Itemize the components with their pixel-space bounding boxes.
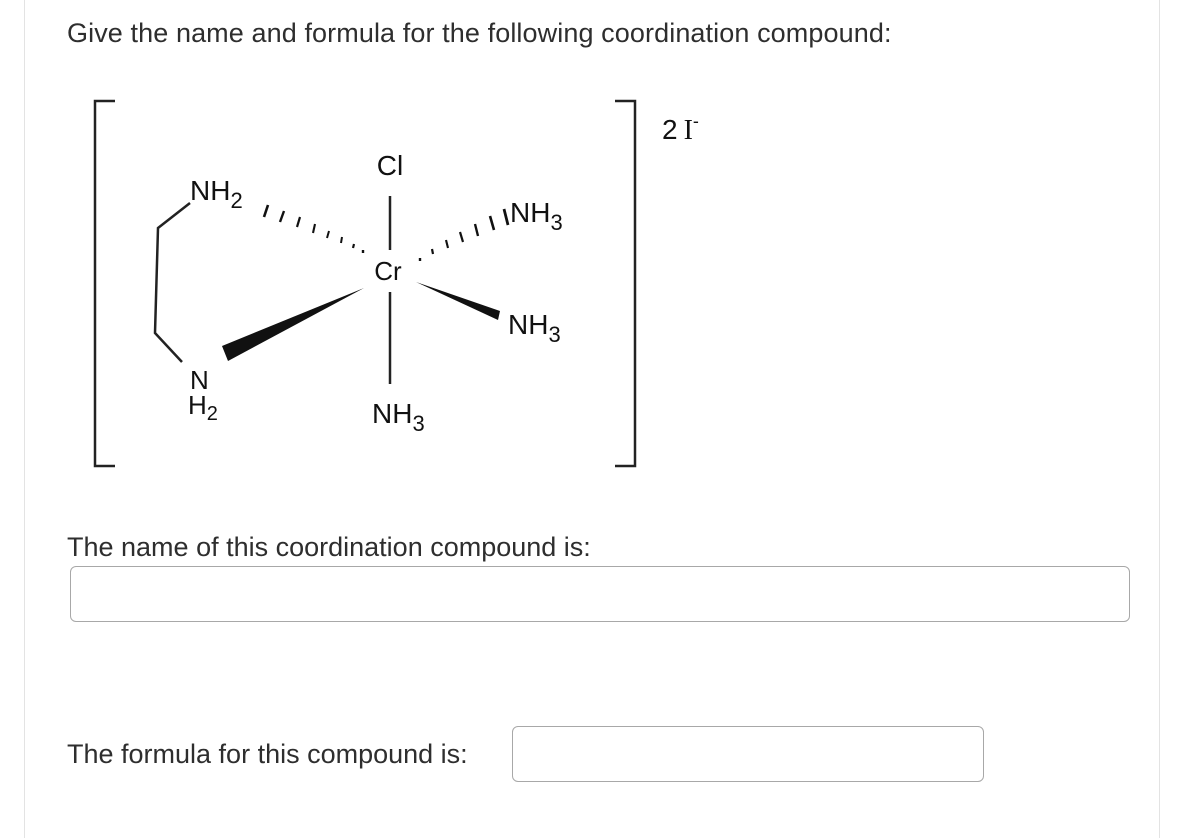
right-bracket [615,101,635,466]
formula-prompt: The formula for this compound is: [67,739,468,769]
wedge-bond-lower-right [416,282,500,320]
bottom-ligand-label: $NH_3$ [372,398,425,436]
left-bracket [95,101,115,466]
ethylenediamine-bridge [155,203,190,362]
compound-formula-input[interactable] [512,726,984,782]
lower-right-ligand-label: $NH_3$ [508,309,561,347]
upper-right-ligand-label: $NH_3$ [510,197,563,235]
wedge-bond-lower-left [222,288,364,361]
top-ligand-label: Cl [376,150,404,181]
question-text: Give the name and formula for the following coordination compound: [67,18,892,48]
name-prompt: The name of this coordination compound is: [67,532,591,562]
upper-left-ligand-label: $NH_2$ [190,175,243,213]
lower-left-ligand-h-label: $H_2$ [188,390,218,425]
compound-name-input[interactable] [70,566,1130,622]
hashed-bond-upper-left [264,205,363,253]
center-atom-label: Cr [374,256,402,286]
hashed-bond-upper-right [420,209,508,261]
counterion-label: 2 I- [662,111,699,146]
lower-left-ligand-n-label: N [190,365,209,395]
